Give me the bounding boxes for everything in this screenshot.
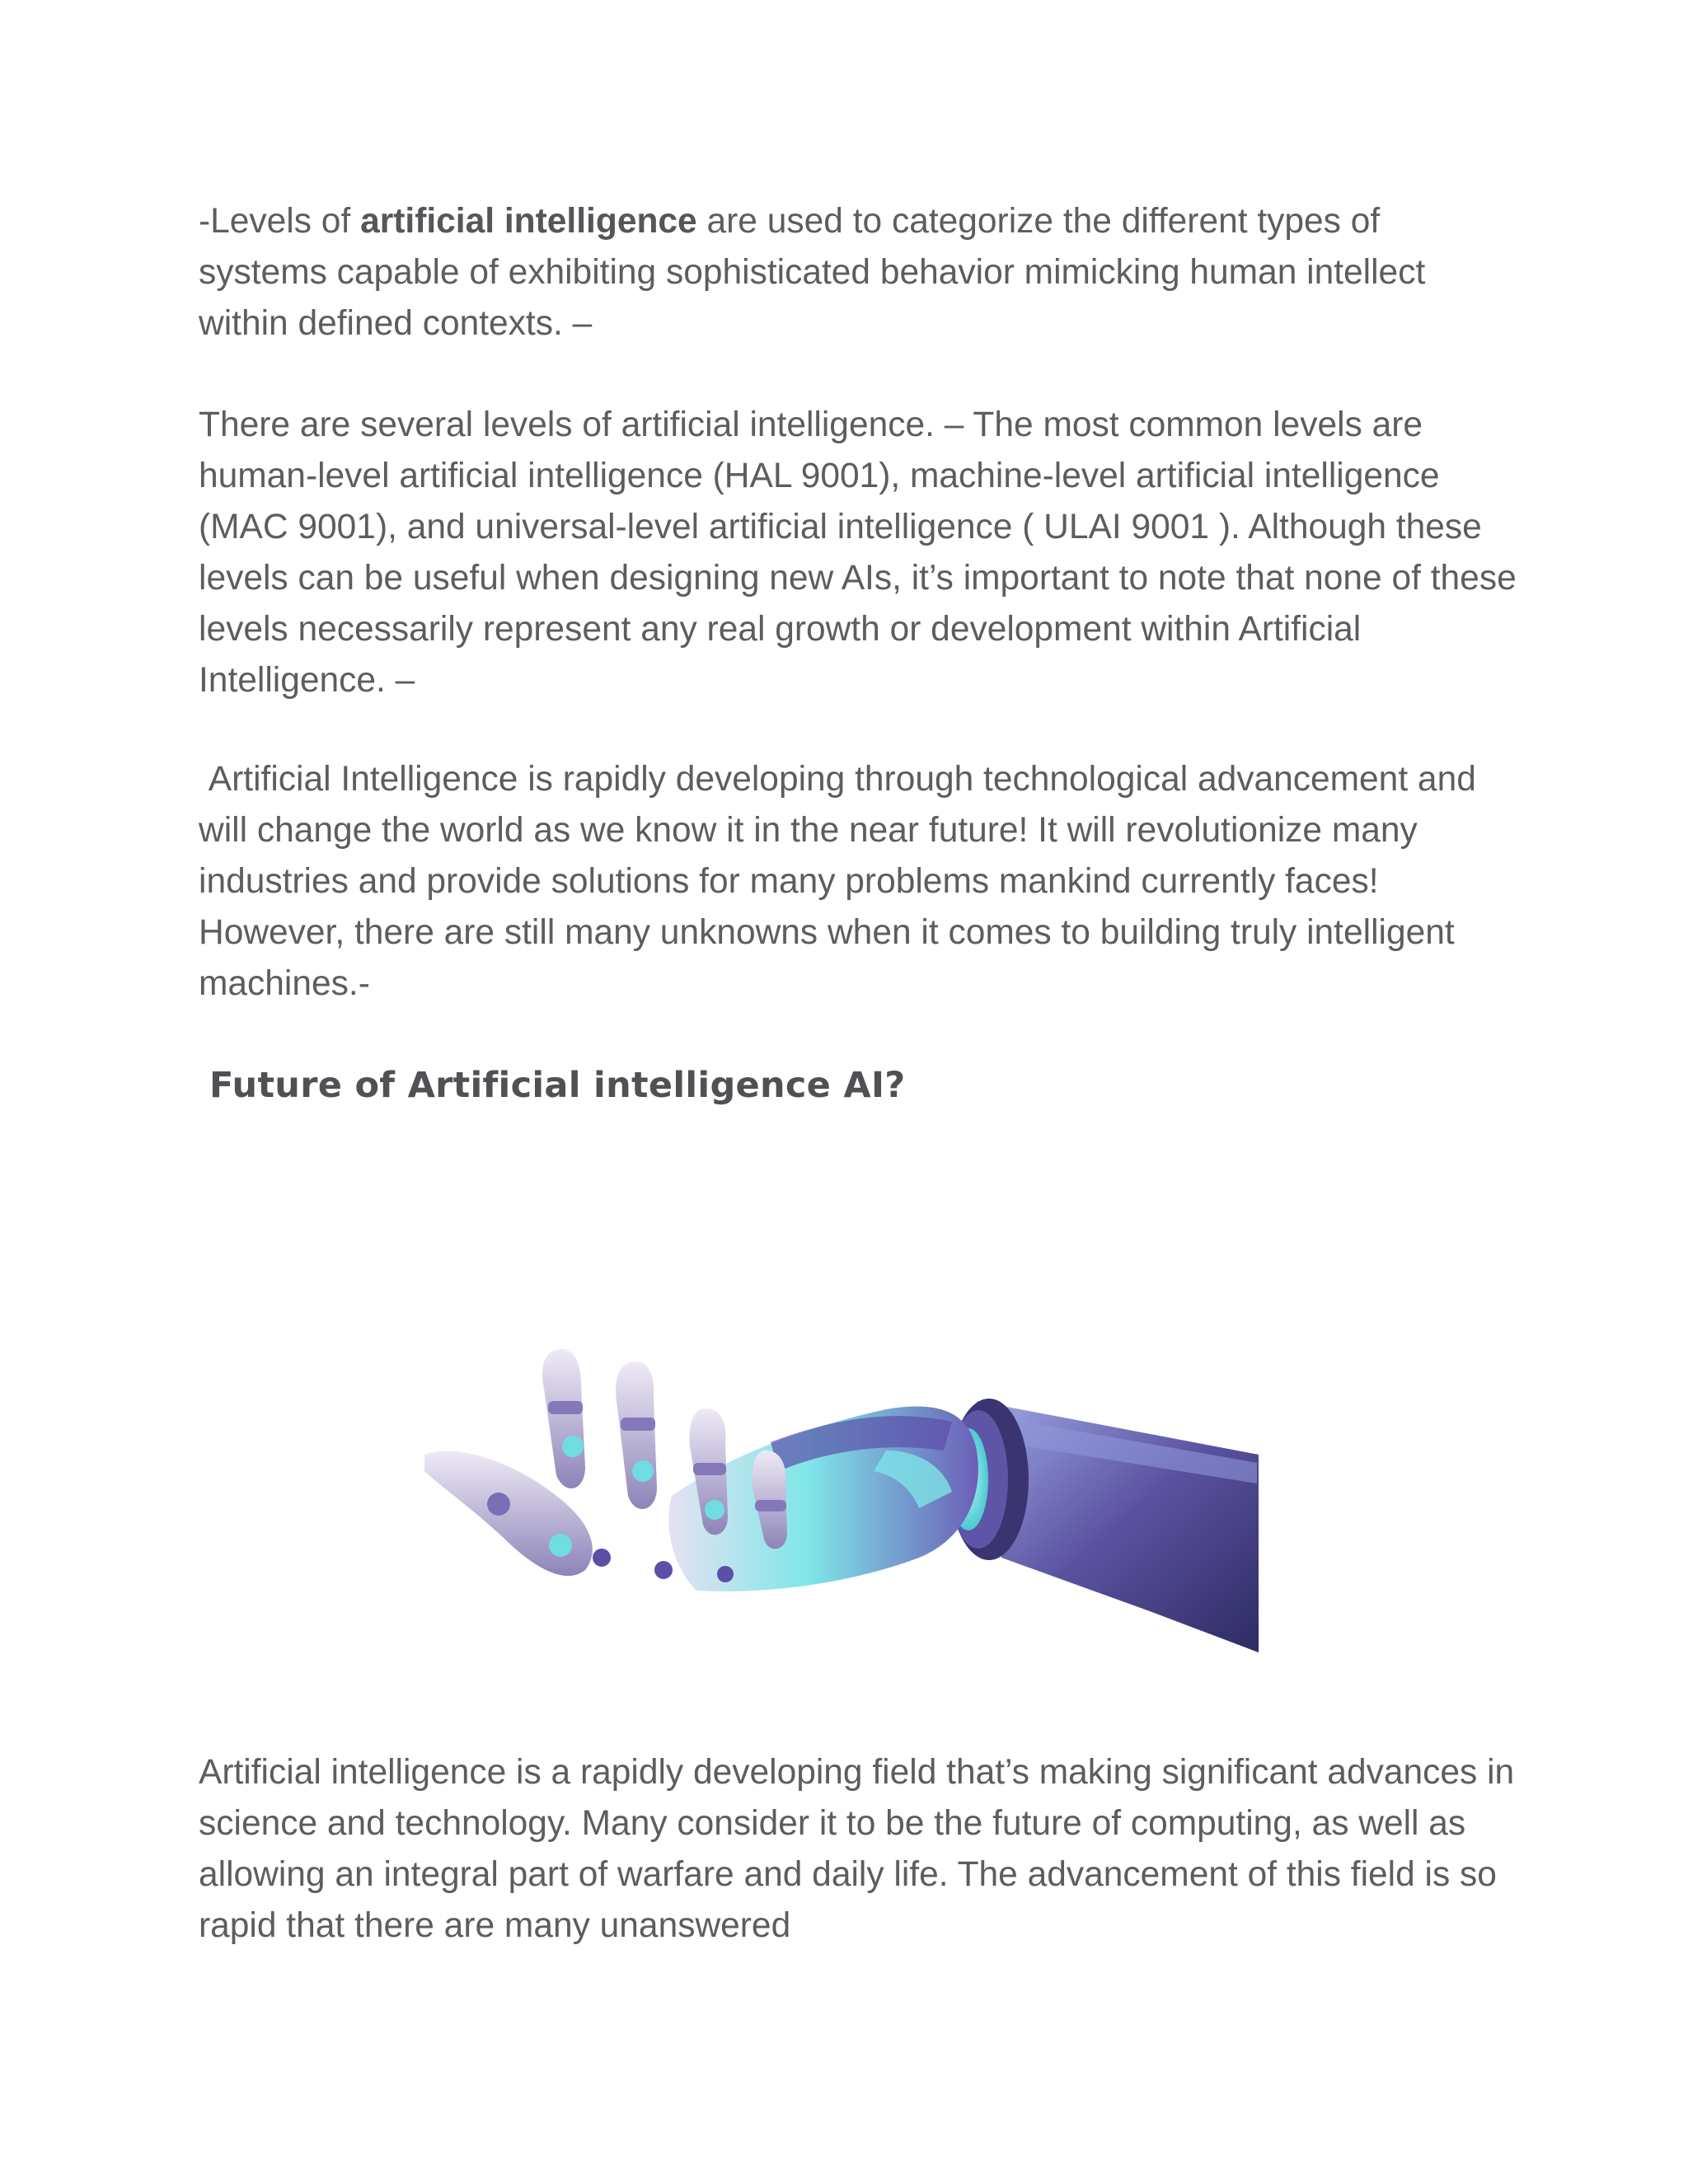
p1-suffix: are used to categorize the different types of systems capable of exhibiting sophisticated behavior mimicking human intellect within defined contexts. – [199,202,1426,343]
paragraph-ai-field: Artificial intelligence is a rapidly developing field that’s making significant advances in science and technology. Many consider it to be the future of computing, as well as allowing an integral part of warfare and daily life. The advancement of this field is so rapid that there are many unanswered [199,1753,1515,1945]
paragraph-levels-intro [199,196,1517,349]
paragraph-rapid-development: Artificial Intelligence is rapidly developing through technological advancement and will change the world as we know it in the near future! It will revolutionize many industries and provide solutions for many problems mankind currently faces! However, there are still many unknowns when it comes to building truly intelligent machines.- [199,760,1476,1003]
robotic-hand-illustration [424,1286,1265,1698]
paragraph-levels-detail: There are several levels of artificial intelligence. – The most common levels are human-level artificial intelligence (HAL 9001), machine-level artificial intelligence (MAC 9001), and universal-level artificial intelligence ( ULAI 9001 ). Although these levels can be useful when designing new AIs, it’s important to note that none of these levels necessarily represent any real growth or development within Artificial Intelligence. – [199,405,1517,700]
p1-bold-term: artificial intelligence [360,202,697,241]
section-heading: Future of Artificial intelligence AI? [209,1065,906,1106]
robotic-hand-icon [424,1286,1265,1698]
p1-prefix: -Levels of [199,202,361,241]
